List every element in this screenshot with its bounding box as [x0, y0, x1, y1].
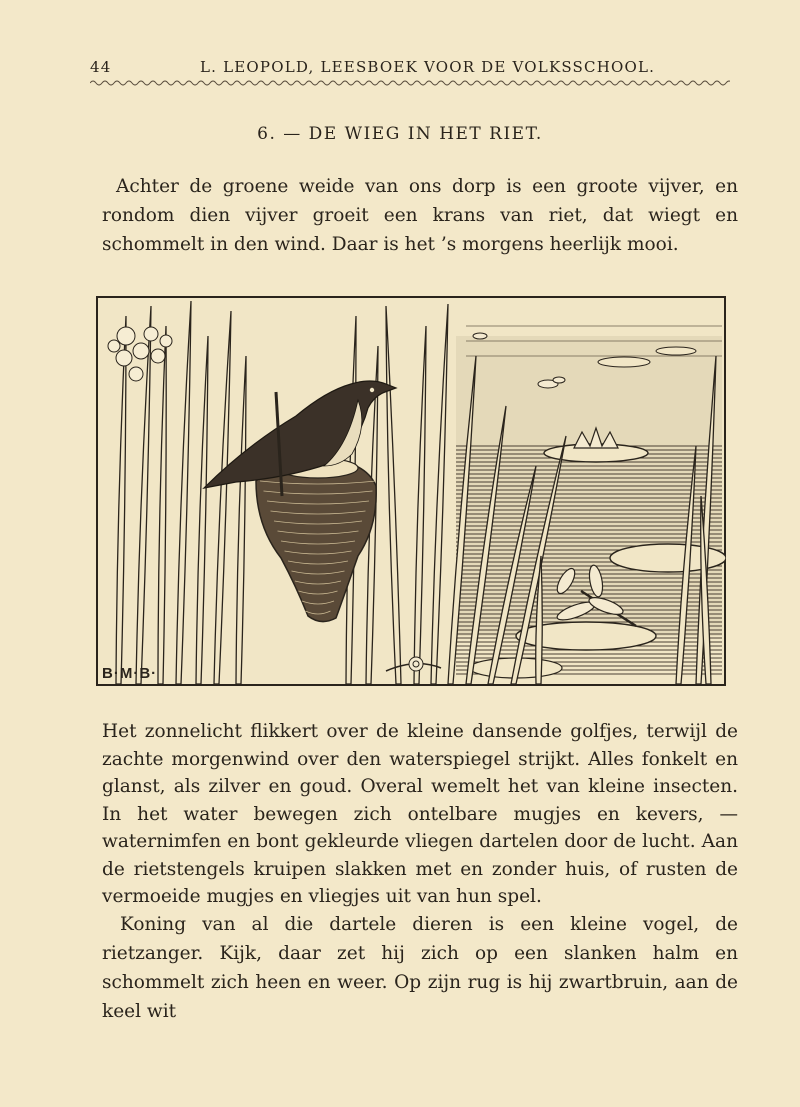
paragraph-reed-warbler: Koning van al die dartele dieren is een kleine vogel, de rietzanger. Kijk, daar zet hij zich op een slanken halm en schommelt zich heen en weer. Op zijn rug is hij zwartbruin, aan de keel wit — [102, 914, 738, 1022]
paragraph-intro: Achter de groene weide van ons dorp is een groote vijver, en rondom dien vijver groeit een krans van riet, dat wiegt en schommelt in den wind. Daar is het ’s morgens heerlijk mooi. — [102, 176, 738, 255]
artist-signature: B·M·B· — [102, 665, 158, 682]
wavy-rule-divider — [90, 78, 730, 88]
running-title: L. LEOPOLD, LEESBOEK VOOR DE VOLKSSCHOOL. — [200, 58, 656, 76]
page-number: 44 — [90, 58, 112, 76]
illustration-reed-warbler-nest — [96, 296, 726, 686]
paragraph-sunlight: Het zonnelicht flikkert over de kleine dansende golfjes, terwijl de zachte morgenwind over den waterspiegel strijkt. Alles fonkelt en glanst, als zilver en goud. Overal wemelt het van kleine insecten. In het water bewegen zich ontelbare mugjes en kevers, — waternimfen en bont gekleurde vliegen dartelen door de lucht. Aan de rietstengels kruipen slakken met en zonder huis, of rusten de vermoeide mugjes en vliegjes uit van hun spel. — [102, 721, 738, 907]
engraving-svg — [96, 296, 726, 686]
page-header — [90, 58, 730, 78]
chapter-title: 6. — DE WIEG IN HET RIET. — [257, 124, 543, 144]
